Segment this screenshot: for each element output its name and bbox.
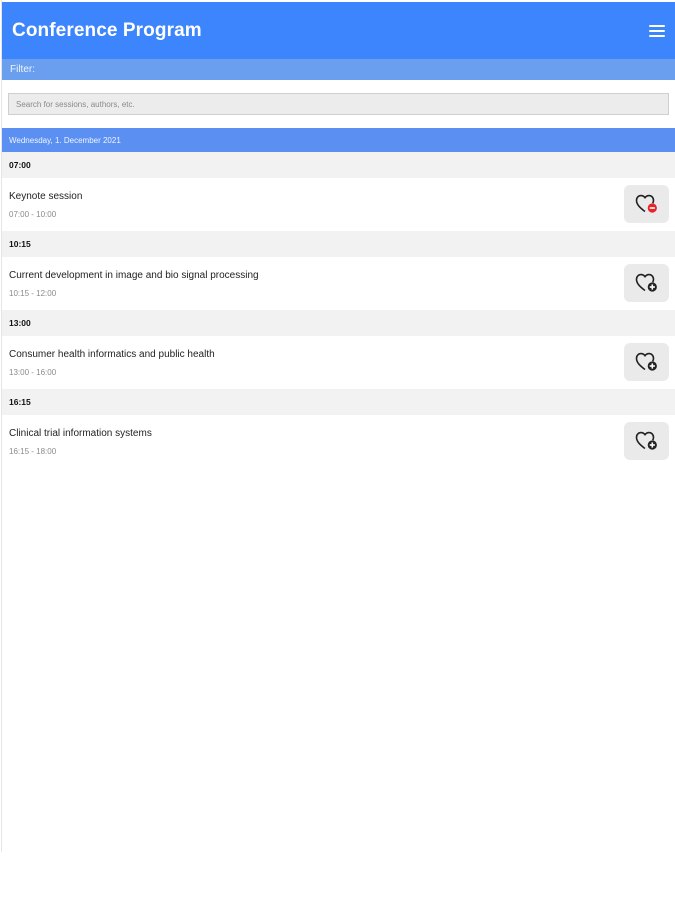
session-time: 10:15 - 12:00	[9, 289, 57, 298]
heart-add-icon	[635, 351, 659, 373]
session-title: Clinical trial information systems	[9, 428, 152, 439]
session-time: 16:15 - 18:00	[9, 447, 57, 456]
session-item[interactable]	[2, 336, 675, 389]
add-favorite-button[interactable]	[624, 422, 669, 460]
session-item[interactable]	[2, 415, 675, 468]
top-bar	[2, 2, 675, 59]
session-item[interactable]	[2, 178, 675, 231]
time-slot-header: 07:00	[2, 152, 675, 178]
time-slot-header: 10:15	[2, 231, 675, 257]
heart-add-icon	[635, 272, 659, 294]
search-input[interactable]	[8, 93, 669, 115]
page-title: Conference Program	[12, 19, 202, 41]
search-container	[2, 80, 675, 128]
date-header: Wednesday, 1. December 2021	[2, 128, 675, 152]
session-title: Current development in image and bio signal processing	[9, 270, 259, 281]
remove-favorite-button[interactable]	[624, 185, 669, 223]
session-title: Keynote session	[9, 191, 83, 202]
session-time: 07:00 - 10:00	[9, 210, 57, 219]
filter-label: Filter:	[2, 59, 675, 80]
session-item[interactable]	[2, 257, 675, 310]
session-time: 13:00 - 16:00	[9, 368, 57, 377]
add-favorite-button[interactable]	[624, 343, 669, 381]
time-slot-header: 13:00	[2, 310, 675, 336]
hamburger-menu-icon[interactable]	[649, 23, 665, 39]
add-favorite-button[interactable]	[624, 264, 669, 302]
heart-remove-icon	[635, 193, 659, 215]
app-window	[1, 0, 675, 852]
heart-add-icon	[635, 430, 659, 452]
time-slot-header: 16:15	[2, 389, 675, 415]
session-title: Consumer health informatics and public health	[9, 349, 215, 360]
